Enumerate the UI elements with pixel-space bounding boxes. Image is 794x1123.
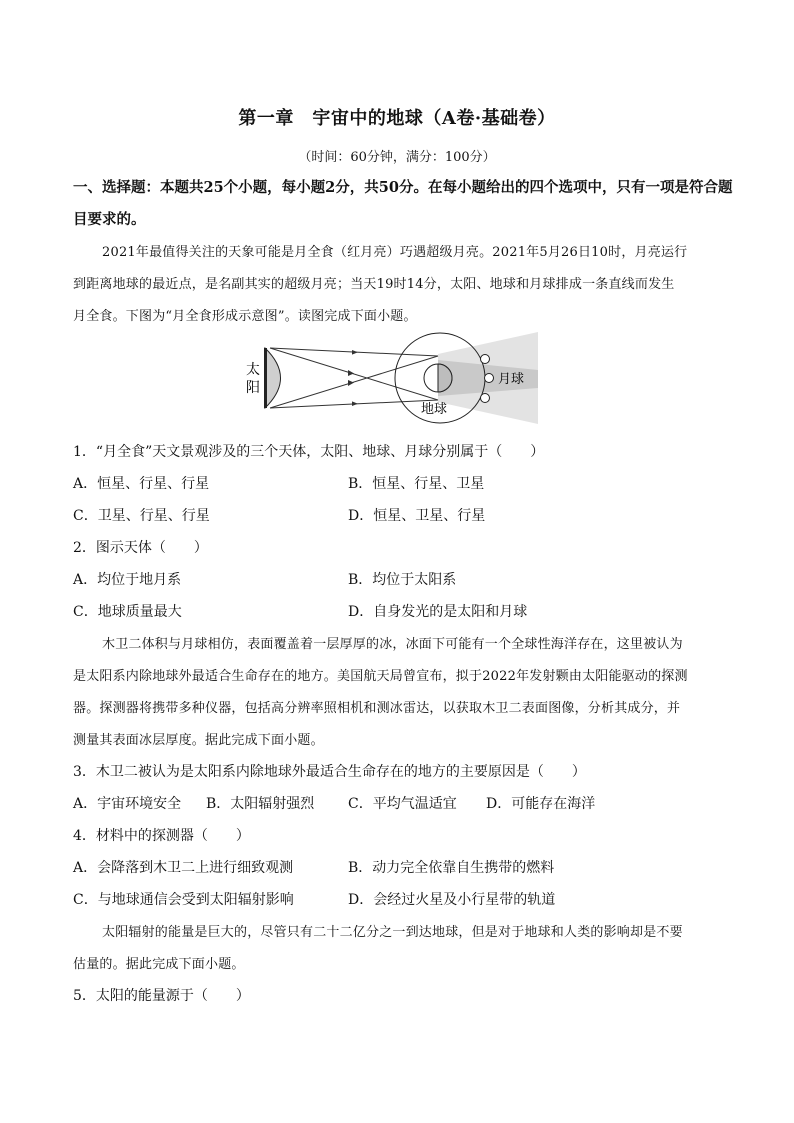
option-c[interactable]: C．卫星、行星、行星 bbox=[73, 508, 210, 524]
option-b[interactable]: B．太阳辐射强烈 bbox=[206, 796, 315, 812]
question-3-stem: 3．木卫二被认为是太阳系内除地球外最适合生命存在的地方的主要原因是（ ） bbox=[73, 764, 586, 780]
option-b[interactable]: B．恒星、行星、卫星 bbox=[348, 476, 485, 492]
sun-shape bbox=[265, 348, 281, 408]
option-d[interactable]: D．恒星、卫星、行星 bbox=[348, 508, 486, 524]
section-heading-line2: 目要求的。 bbox=[73, 211, 146, 228]
passage1-line: 到距离地球的最近点，是名副其实的超级月亮；当天19时14分，太阳、地球和月球排成一条直线而发生 bbox=[73, 277, 675, 292]
option-d[interactable]: D．自身发光的是太阳和月球 bbox=[348, 604, 528, 620]
ray-arrow bbox=[352, 401, 358, 406]
option-a[interactable]: A．会降落到木卫二上进行细致观测 bbox=[73, 860, 294, 876]
exam-time-info: （时间：60分钟，满分：100分） bbox=[298, 150, 496, 165]
moon-position bbox=[481, 355, 490, 364]
ray-arrow bbox=[348, 380, 354, 386]
ray-arrow bbox=[348, 370, 354, 376]
option-a[interactable]: A．宇宙环境安全 bbox=[73, 796, 182, 812]
passage1-line: 月全食。下图为“月全食形成示意图”。读图完成下面小题。 bbox=[73, 309, 417, 324]
question-4-stem: 4．材料中的探测器（ ） bbox=[73, 828, 250, 844]
moon-position bbox=[481, 394, 490, 403]
option-b[interactable]: B．动力完全依靠自生携带的燃料 bbox=[348, 860, 555, 876]
sun-edge bbox=[264, 348, 267, 408]
page-title: 第一章 宇宙中的地球（A卷·基础卷） bbox=[238, 108, 556, 129]
question-5-stem: 5．太阳的能量源于（ ） bbox=[73, 988, 250, 1004]
question-2-stem: 2．图示天体（ ） bbox=[73, 540, 208, 556]
passage2-line: 器。探测器将携带多种仪器，包括高分辨率照相机和测冰雷达，以获取木卫二表面图像，分析其成分，并 bbox=[73, 701, 681, 716]
ray-arrow bbox=[352, 350, 358, 355]
passage3-line: 太阳辐射的能量是巨大的，尽管只有二十二亿分之一到达地球，但是对于地球和人类的影响却是不要 bbox=[102, 925, 683, 940]
option-c[interactable]: C．与地球通信会受到太阳辐射影响 bbox=[73, 892, 294, 908]
option-c[interactable]: C．平均气温适宜 bbox=[348, 796, 457, 812]
passage2-line: 测量其表面冰层厚度。据此完成下面小题。 bbox=[73, 733, 324, 748]
light-ray bbox=[270, 356, 438, 408]
option-b[interactable]: B．均位于太阳系 bbox=[348, 572, 457, 588]
option-c[interactable]: C．地球质量最大 bbox=[73, 604, 182, 620]
passage2-line: 是太阳系内除地球外最适合生命存在的地方。美国航天局曾宣布，拟于2022年发射颗由太阳能驱动的探测 bbox=[73, 669, 688, 684]
moon-label: 月球 bbox=[498, 372, 525, 387]
sun-label: 阳 bbox=[246, 380, 260, 396]
option-a[interactable]: A．恒星、行星、行星 bbox=[73, 476, 210, 492]
passage3-line: 估量的。据此完成下面小题。 bbox=[73, 957, 245, 972]
lunar-eclipse-diagram bbox=[240, 332, 550, 424]
moon-position bbox=[485, 374, 494, 383]
option-d[interactable]: D．可能存在海洋 bbox=[486, 796, 596, 812]
option-a[interactable]: A．均位于地月系 bbox=[73, 572, 182, 588]
passage1-line: 2021年最值得关注的天象可能是月全食（红月亮）巧遇超级月亮。2021年5月26日10时，月亮运行 bbox=[102, 245, 688, 260]
section-heading-line1: 一、选择题：本题共25个小题，每小题2分，共50分。在每小题给出的四个选项中，只有一项是符合题 bbox=[73, 179, 733, 196]
earth-label: 地球 bbox=[421, 402, 448, 417]
question-1-stem: 1．“月全食”天文景观涉及的三个天体，太阳、地球、月球分别属于（ ） bbox=[73, 444, 545, 460]
passage2-line: 木卫二体积与月球相仿，表面覆盖着一层厚厚的冰，冰面下可能有一个全球性海洋存在，这里被认为 bbox=[102, 637, 683, 652]
light-ray bbox=[270, 348, 438, 400]
option-d[interactable]: D．会经过火星及小行星带的轨道 bbox=[348, 892, 556, 908]
sun-label: 太 bbox=[246, 362, 260, 378]
